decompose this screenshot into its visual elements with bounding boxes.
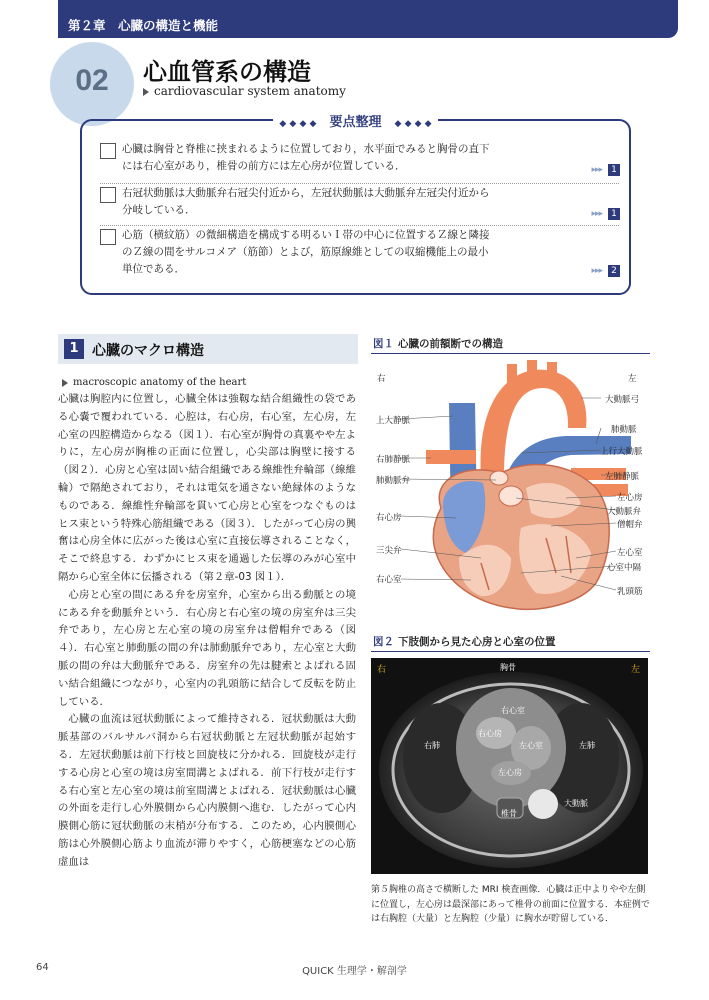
label-right-pulmonary-vein: 右肺静脈 [376,455,411,465]
section-title: 心血管系の構造 [143,58,311,86]
label-right-ventricle: 右心室 [501,706,525,715]
reference-marker: ▸▸▸ 1 [591,164,620,176]
subsection-heading [58,334,358,364]
mri-scan [371,658,648,874]
figure-rule [371,651,650,652]
label-superior-vena-cava: 上大静脈 [376,416,411,426]
corner-right: 右 [377,665,387,675]
figure1-caption: 図１ 心臓の前額断での構造 [373,338,503,350]
label-aortic-arch: 大動脈弓 [605,395,640,405]
divider [100,183,619,184]
summary-heading: ◆ ◆ ◆ ◆ 要点整理 ◆ ◆ ◆ ◆ [82,111,629,130]
reference-marker: ▸▸▸ 1 [591,208,620,220]
label-left-pulmonary-vein: 左肺静脈 [605,472,640,482]
aortic-branch [547,362,557,388]
body-text [58,391,356,872]
label-pulmonary-valve: 肺動脈弁 [376,476,411,486]
summary-box [80,115,631,295]
divider [100,225,619,226]
chapter-header-bar [58,0,678,38]
triangle-bullet-icon [62,379,68,387]
label-left-atrium: 左心房 [617,493,643,503]
checkbox[interactable] [100,229,116,245]
summary-item: 心臓は胸骨と脊椎に挟まれるように位置しており，水平面でみると胸骨の直下 には右心室があり，椎骨の前方には左心房が位置している． ▸▸▸ 1 [100,141,620,181]
label-left-ventricle: 左心室 [617,548,643,558]
figure-rule [371,353,650,354]
figure2-caption: 図２ 下肢側から見た心房と心室の位置 [373,636,556,648]
mri-image [371,658,648,874]
label-right-atrium: 右心房 [478,729,502,738]
summary-item: 心筋（横紋筋）の微細構造を構成する明るいＩ帯の中心に位置するＺ線と隣接 のＺ線の間をサルコメア（筋節）とよび，筋原線維としての収縮機能上の最小 単位である． ▸▸▸ 2 [100,227,620,283]
label-aorta: 大動脈 [564,799,588,808]
pulmonary-valve [490,471,508,485]
aorta [528,789,558,819]
subsection-number: 1 [64,339,84,359]
figure1-side-left: 左 [628,374,637,384]
subsection-title: 心臓のマクロ構造 [92,343,204,359]
label-aortic-valve: 大動脈弁 [607,507,642,517]
label-tricuspid-valve: 三尖弁 [376,546,402,556]
label-right-lung: 右肺 [424,741,440,750]
reference-marker: ▸▸▸ 2 [591,265,620,277]
label-sternum: 胸骨 [500,663,516,672]
right-pulmonary-vein [426,450,476,464]
label-ascending-aorta: 上行大動脈 [600,447,643,457]
aortic-branch [527,360,537,386]
aortic-valve [499,486,523,506]
label-left-ventricle: 左心室 [519,741,543,750]
book-title: QUICK 生理学・解剖学 [302,966,407,977]
section-subtitle: cardiovascular system anatomy [143,84,346,98]
arrow-icon: ▸▸▸ [591,266,602,276]
figure2-description: 第５胸椎の高さで横断した MRI 検査画像．心臓は正中よりやや左側に位置し，左心房は最深部にあって椎骨の前面に位置する．本症例では右胸腔（大量）と左胸腔（少量）に胸水が貯留している． [371,885,650,924]
figure1-side-right: 右 [377,374,386,384]
section-number: 02 [75,64,109,97]
label-papillary-muscle: 乳頭筋 [617,587,643,597]
label-left-lung: 左肺 [579,741,595,750]
subsection-subtitle: macroscopic anatomy of the heart [62,377,246,388]
label-spine: 椎骨 [501,809,517,818]
chapter-title: 第２章 心臓の構造と機能 [68,18,219,33]
label-interventricular-septum: 心室中隔 [607,563,642,573]
aortic-branch [507,364,517,392]
label-pulmonary-artery: 肺動脈 [611,425,637,435]
label-right-ventricle: 右心室 [376,575,402,585]
arrow-icon: ▸▸▸ [591,209,602,219]
page-number: 64 [36,962,49,973]
arrow-icon: ▸▸▸ [591,165,602,175]
paragraph: 心臓は胸腔内に位置し，心臓全体は強靱な結合組織性の袋である心嚢で覆われている．心腔は，右心房，右心室，左心房，左心室の四腔構造からなる（図１）．右心室が胸骨の真裏やや左よりに，左心房が胸椎の正面に位置し，心尖部は胸壁に接する（図２）．心房と心室は固い結合組織である線維性弁輪部（線維輪）で隔絶されており，それは電気を通さない絶縁体のようなものである．線維性弁輪部を貫いて心房と心室をつなぐものはヒス束という特殊心筋組織である（図３）．したがって心房の興奮は心房全体に広がった後は心室に直接伝導されることなく，そこで終息する．わずかにヒス束を通過した伝導のみが心室中隔から心室全体に伝播される（第２章-03 図１）． [58,393,356,583]
checkbox[interactable] [100,143,116,159]
summary-item: 右冠状動脈は大動脈弁右冠尖付近から，左冠状動脈は大動脈弁左冠尖付近から 分岐している． ▸▸▸ 1 [100,185,620,223]
label-left-atrium: 左心房 [498,768,522,777]
label-mitral-valve: 僧帽弁 [617,520,643,530]
triangle-bullet-icon [143,88,149,96]
corner-left: 左 [631,665,641,675]
paragraph: 心房と心室の間にある弁を房室弁，心室から出る動脈との境にある弁を動脈弁という．右心房と右心室の境の房室弁は三尖弁であり，左心房と左心室の境の房室弁は僧帽弁である（図４）．右心室と肺動脈の間の弁は肺動脈弁であり，左心室と大動脈の間の弁は大動脈弁である．房室弁の先は腱索とよばれる固い結合組織につながり，心室内の乳頭筋に結合して反転を防止している． [58,588,356,708]
checkbox[interactable] [100,187,116,203]
label-right-atrium: 右心房 [376,513,402,523]
paragraph: 心臓の血流は冠状動脈によって維持される．冠状動脈は大動脈基部のバルサルバ洞から右冠状動脈と左冠状動脈が起始する．左冠状動脈は前下行枝と回旋枝に分かれる．回旋枝が走行する心房と心室の境は房室間溝とよばれる．前下行枝が走行する右心室と左心室の境は前室間溝とよばれる．冠状動脈は心臓の外面を走行し心外膜側から心内膜側へ進む．したがって心内膜側心筋に冠状動脈の末梢が分布する．このため，心内膜側心筋は心外膜側心筋より血流が滞りやすく，心筋梗塞などの心筋虚血は [58,713,356,868]
